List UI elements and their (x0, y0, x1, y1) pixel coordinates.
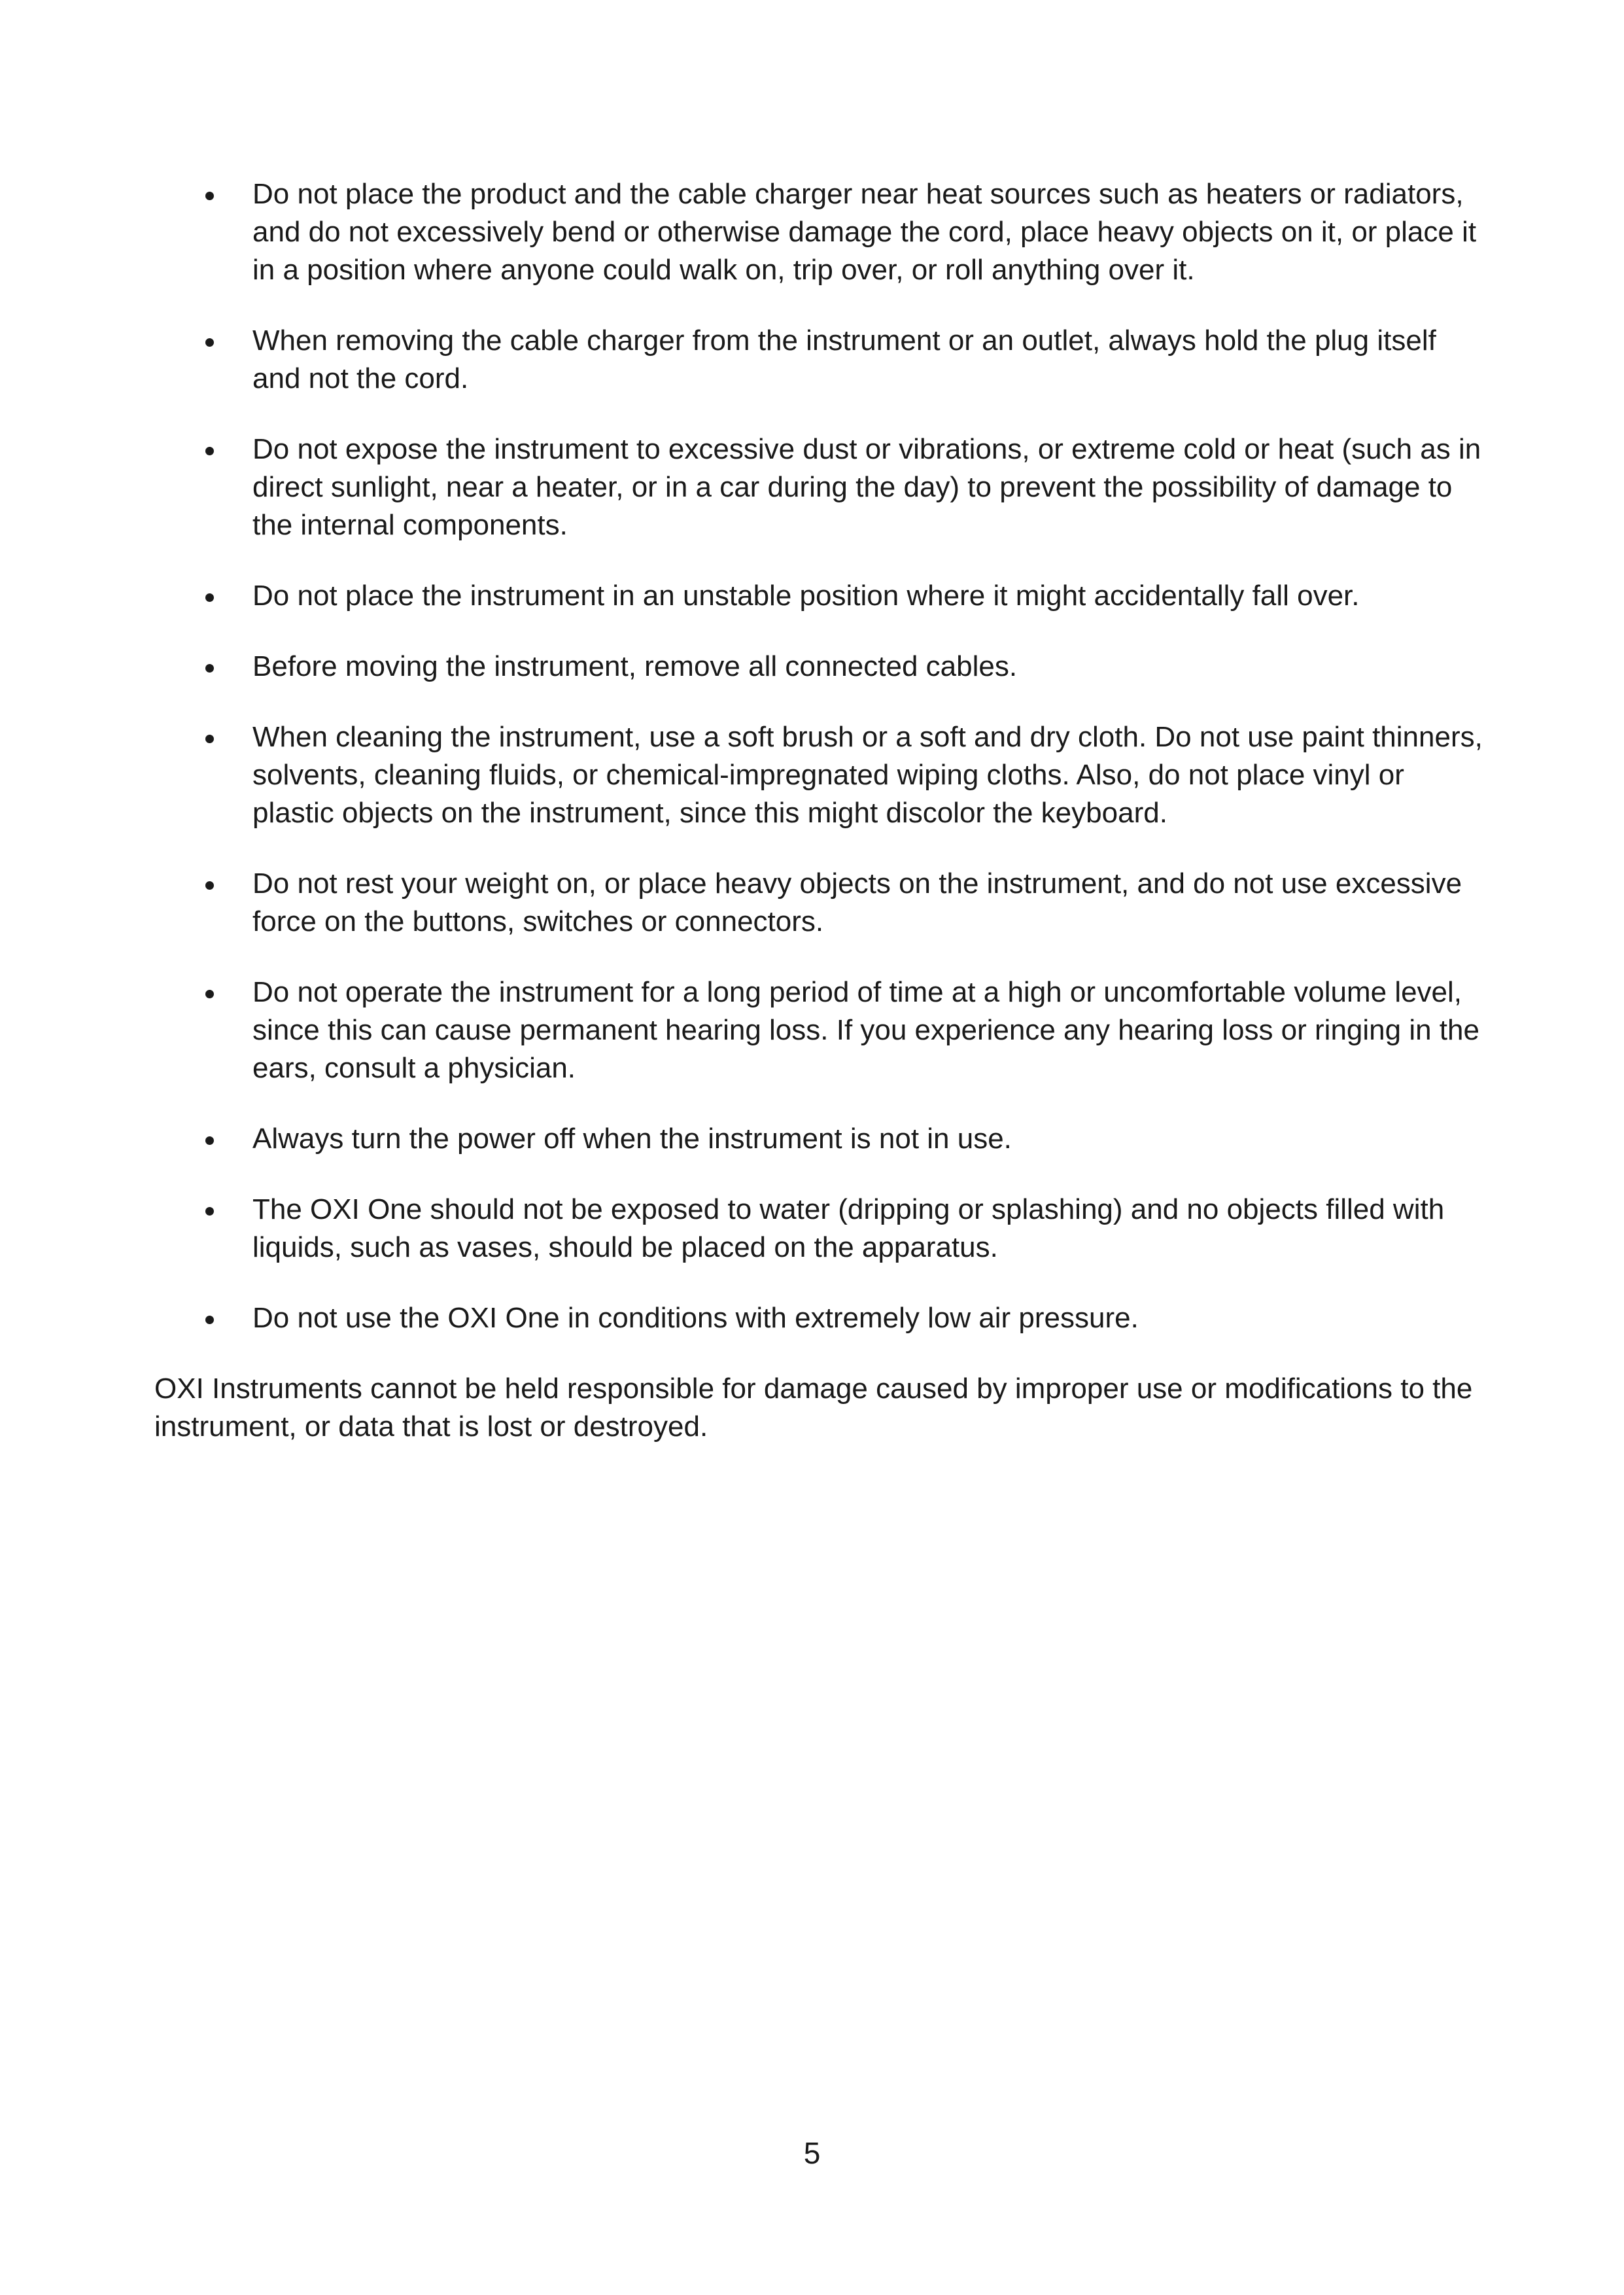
bullet-icon (205, 447, 214, 455)
bullet-item (154, 175, 1489, 289)
bullet-item (154, 718, 1489, 832)
bullet-text: Do not place the instrument in an unstable position where it might accidentally fall over. (252, 580, 1360, 612)
bullet-icon (205, 1136, 214, 1145)
bullet-text: Do not rest your weight on, or place heavy objects on the instrument, and do not use excessive force on the buttons, switches or connectors. (252, 867, 1462, 937)
bullet-item (154, 1191, 1489, 1267)
bullet-icon (205, 192, 214, 200)
bullet-icon (205, 990, 214, 998)
page-content (154, 175, 1489, 1446)
bullet-icon (205, 338, 214, 347)
bullet-text: Do not place the product and the cable charger near heat sources such as heaters or radiators, and do not excessively bend or otherwise damage the cord, place heavy objects on it, or place it in a position where anyone could walk on, trip over, or roll anything over it. (252, 178, 1477, 286)
bullet-item (154, 577, 1489, 615)
liability-disclaimer: OXI Instruments cannot be held responsible for damage caused by improper use or modifications to the instrument, or data that is lost or destroyed. (154, 1373, 1473, 1443)
bullet-text: Before moving the instrument, remove all connected cables. (252, 650, 1018, 682)
bullet-item (154, 865, 1489, 941)
bullet-icon (205, 593, 214, 602)
bullet-icon (205, 664, 214, 673)
safety-bullet-list (154, 175, 1489, 1337)
bullet-item (154, 430, 1489, 544)
bullet-item (154, 1299, 1489, 1337)
bullet-text: Do not use the OXI One in conditions with extremely low air pressure. (252, 1302, 1139, 1334)
bullet-text: Do not operate the instrument for a long period of time at a high or uncomfortable volume level, since this can cause permanent hearing loss. If you experience any hearing loss or ringing in the ears, consult a physician. (252, 976, 1479, 1084)
bullet-item (154, 973, 1489, 1087)
bullet-text: When cleaning the instrument, use a soft brush or a soft and dry cloth. Do not use paint thinners, solvents, cleaning fluids, or chemical-impregnated wiping cloths. Also, do not place vinyl or plastic objects on the instrument, since this might discolor the keyboard. (252, 721, 1483, 829)
bullet-icon (205, 1207, 214, 1216)
bullet-icon (205, 881, 214, 890)
bullet-text: Always turn the power off when the instrument is not in use. (252, 1123, 1012, 1155)
page-number: 5 (803, 2136, 821, 2170)
bullet-icon (205, 735, 214, 743)
bullet-text: When removing the cable charger from the instrument or an outlet, always hold the plug itself and not the cord. (252, 324, 1436, 394)
bullet-item (154, 322, 1489, 398)
bullet-text: Do not expose the instrument to excessive dust or vibrations, or extreme cold or heat (such as in direct sunlight, near a heater, or in a car during the day) to prevent the possibility of damage to the internal components. (252, 433, 1481, 541)
bullet-item (154, 1120, 1489, 1158)
bullet-text: The OXI One should not be exposed to water (dripping or splashing) and no objects filled with liquids, such as vases, should be placed on the apparatus. (252, 1193, 1445, 1263)
bullet-item (154, 648, 1489, 686)
bullet-icon (205, 1316, 214, 1324)
